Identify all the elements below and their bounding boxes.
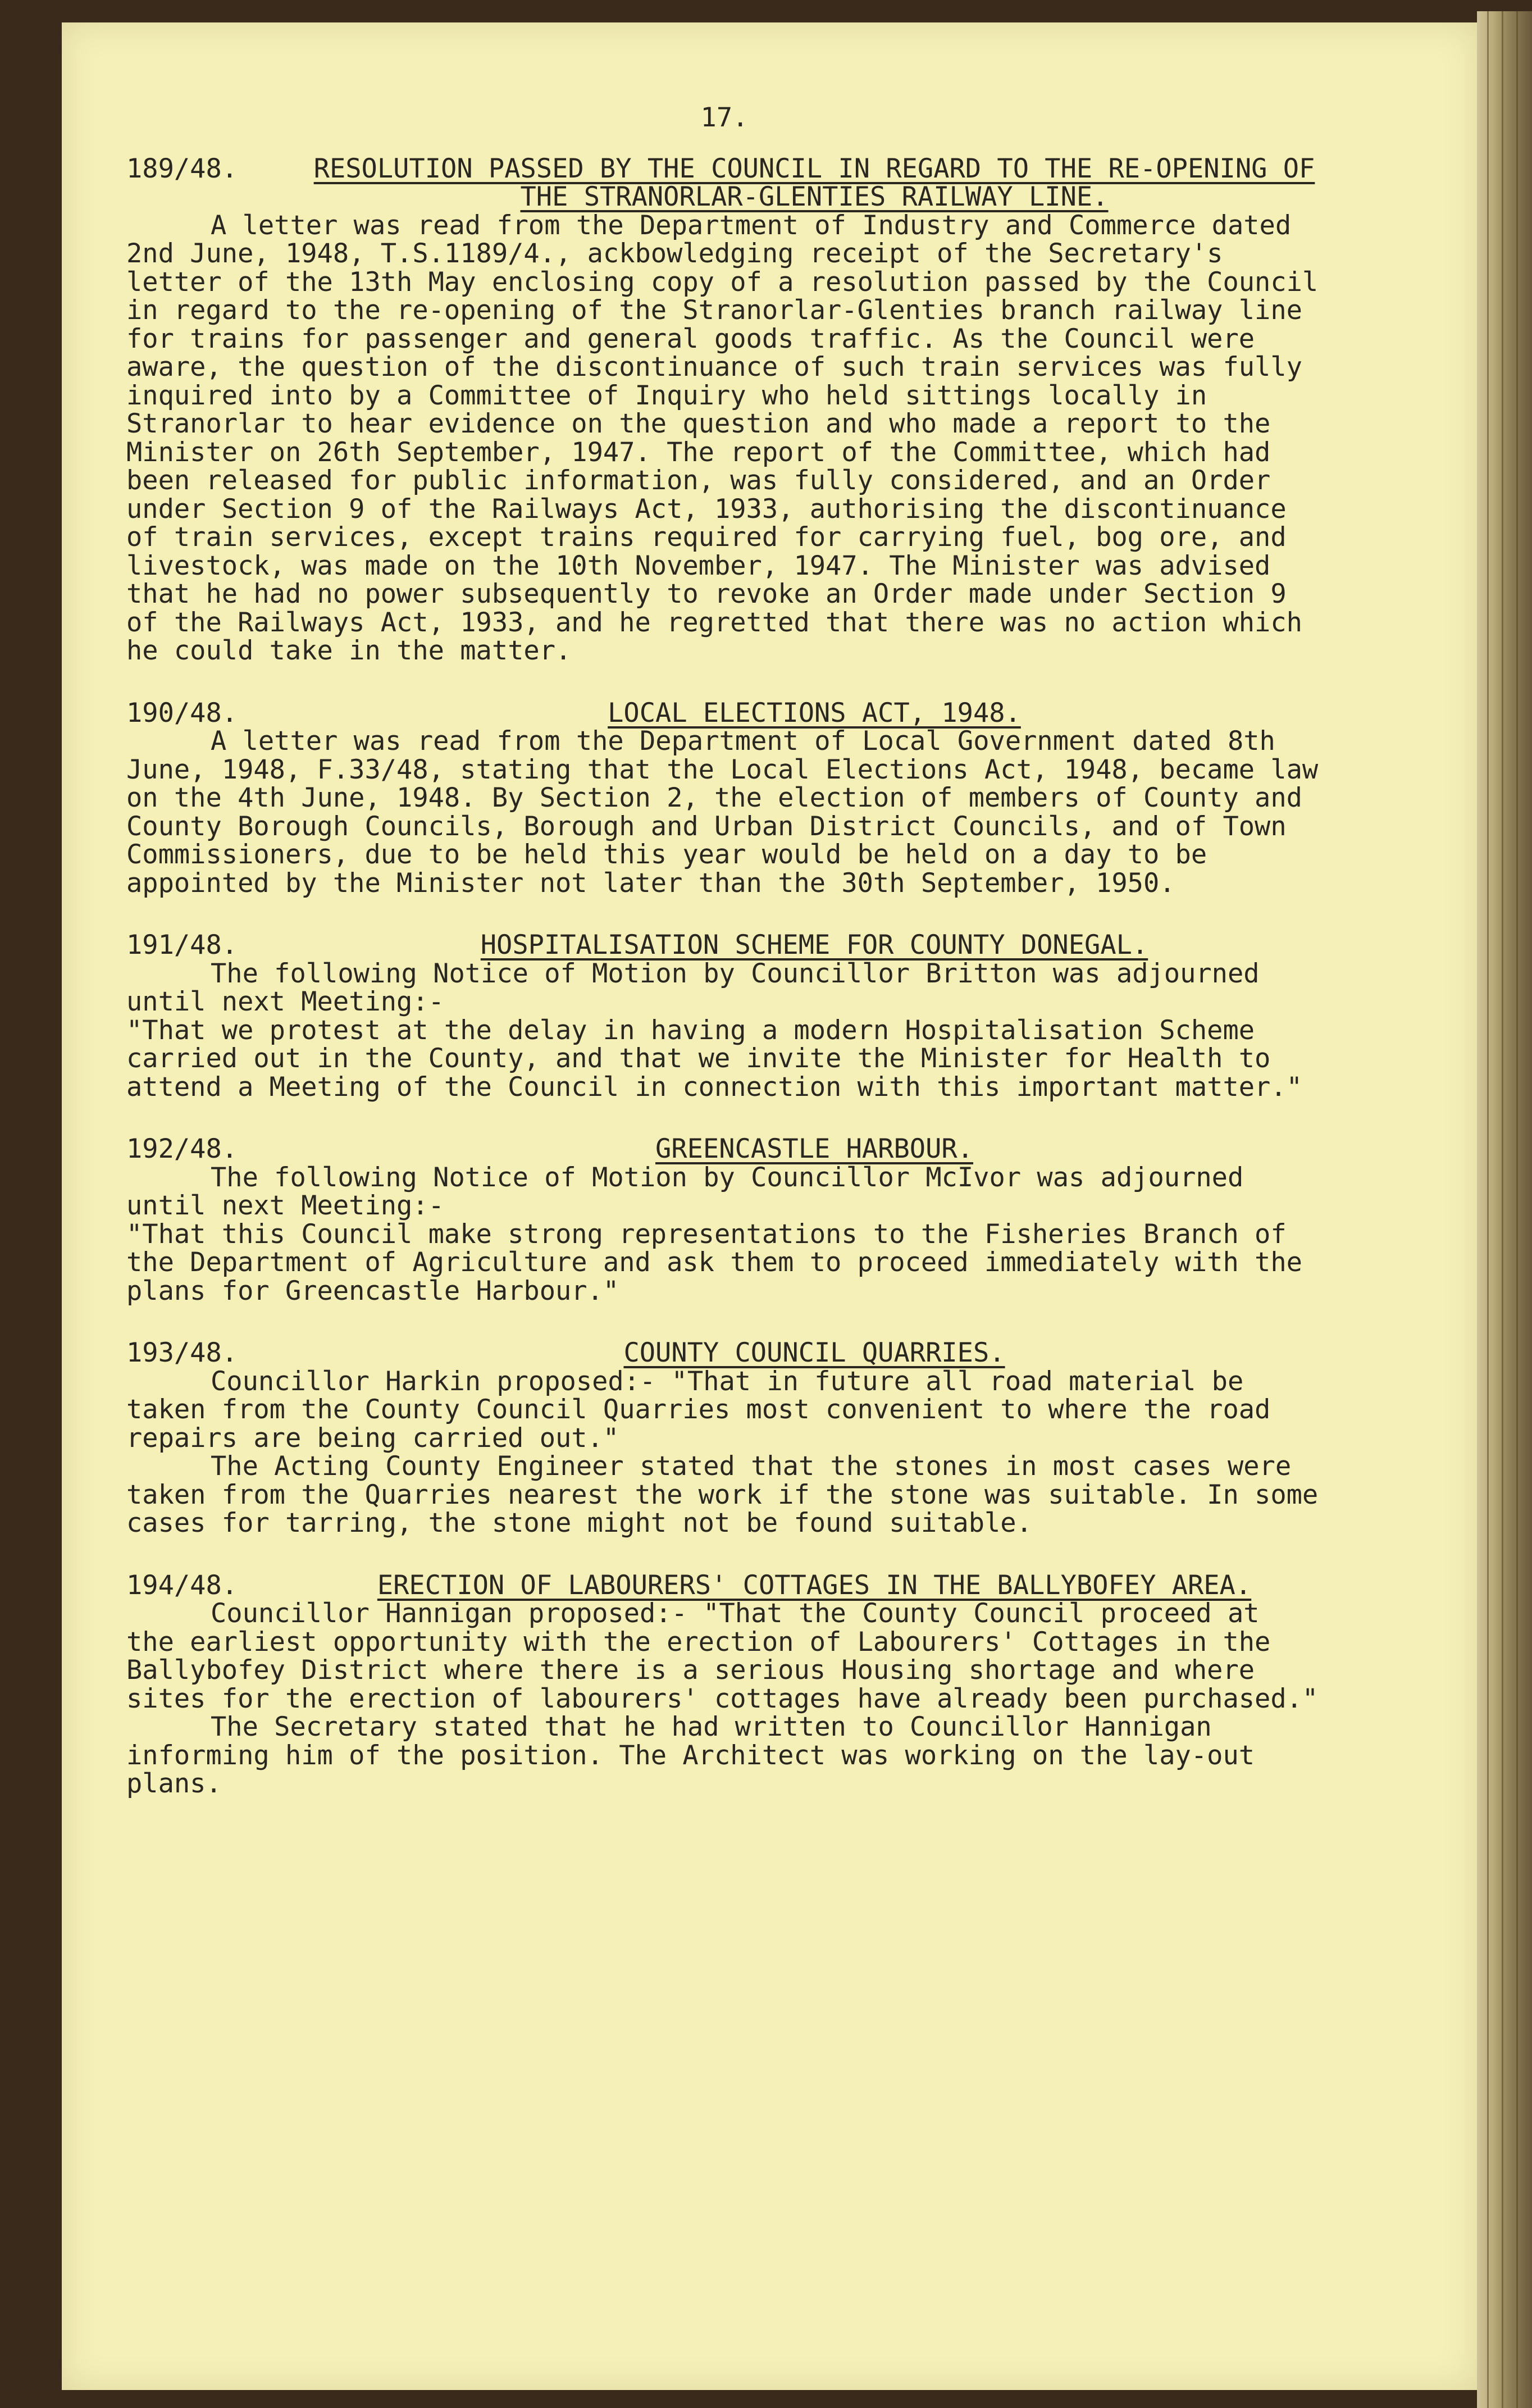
minute-193 — [126, 1339, 1323, 1538]
book-spine — [1477, 11, 1532, 2408]
minute-194 — [126, 1569, 1323, 1799]
minute-paragraph: The Secretary stated that he had written to Councillor Hannigan informing him of the position. The Architect was working on the lay-out plans. — [126, 1711, 1255, 1799]
minute-191 — [126, 931, 1323, 1101]
minute-number: 194/48. — [126, 1569, 238, 1601]
minute-paragraph: The following Notice of Motion by Councillor Britton was adjourned until next Meeting:- — [126, 958, 1260, 1017]
page-number: 17. — [700, 102, 749, 133]
minute-paragraph: A letter was read from the Department of Local Government dated 8th June, 1948, F.33/48, stating that the Local Elections Act, 1948, became law on the 4th June, 1948. By Section 2, the election of members of County and County Borough Councils, Borough and Urban District Councils, and of Town Commissioners, due to be held this year would be held on a day to be appointed by the Minister not later than the 30th September, 1950. — [126, 726, 1319, 899]
motion-text: "That this Council make strong representations to the Fisheries Branch of the Department of Agriculture and ask them to proceed immediately with the plans for Greencastle Harbour." — [126, 1218, 1302, 1307]
minute-paragraph: The Acting County Engineer stated that the stones in most cases were taken from the Quarries nearest the work if the stone was suitable. In some cases for tarring, the stone might not be found suitable. — [126, 1451, 1319, 1538]
minute-title: LOCAL ELECTIONS ACT, 1948. — [608, 697, 1021, 729]
minute-number: 189/48. — [126, 153, 238, 184]
minute-title: COUNTY COUNCIL QUARRIES. — [623, 1337, 1005, 1368]
minute-number: 191/48. — [126, 930, 238, 961]
minute-190 — [126, 699, 1323, 898]
minute-title: GREENCASTLE HARBOUR. — [655, 1134, 973, 1164]
motion-text: "That we protest at the delay in having a modern Hospitalisation Scheme carried out in the County, and that we invite the Minister for Health to attend a Meeting of the Council in connection with this important matter." — [126, 1014, 1302, 1103]
minute-title: RESOLUTION PASSED BY THE COUNCIL IN REGARD TO THE RE-OPENING OF THE STRANORLAR-GLENTIES RAILWAY LINE. — [313, 153, 1315, 212]
minute-number: 193/48. — [126, 1337, 238, 1368]
minute-192 — [126, 1135, 1323, 1305]
document-body — [126, 104, 1323, 1832]
minute-paragraph: Councillor Harkin proposed:- "That in future all road material be taken from the County Council Quarries most convenient to where the road repairs are being carried out." — [126, 1365, 1271, 1454]
minute-paragraph: A letter was read from the Department of Industry and Commerce dated 2nd June, 1948, T.S.1189/4., ackbowledging receipt of the Secretary's letter of the 13th May enclosing copy of a resolution passed by the Council in regard to the re-opening of the Stranorlar-Glenties branch railway line for trains for passenger and general goods traffic. As the Council were aware, the question of the discontinuance of such train services was fully inquired into by a Committee of Inquiry who held sittings locally in Stranorlar to hear evidence on the question and who made a report to the Minister on 26th September, 1947. The report of the Committee, which had been released for public information, was fully considered, and an Order under Section 9 of the Railways Act, 1933, authorising the discontinuance of train services, except trains required for carrying fuel, bog ore, and livestock, was made on the 10th November, 1947. The Minister was advised that he had no power subsequently to revoke an Order made under Section 9 of the Railways Act, 1933, and he regretted that there was no action which he could take in the matter. — [126, 210, 1319, 666]
minute-number: 190/48. — [126, 697, 238, 729]
minute-paragraph: Councillor Hannigan proposed:- "That the County Council proceed at the earliest opportunity with the erection of Labourers' Cottages in the Ballybofey District where there is a serious Housing shortage and where sites for the erection of labourers' cottages have already been purchased." — [126, 1598, 1319, 1714]
minute-title: HOSPITALISATION SCHEME FOR COUNTY DONEGAL. — [480, 930, 1148, 961]
minute-189 — [126, 155, 1323, 666]
minute-title: ERECTION OF LABOURERS' COTTAGES IN THE BALLYBOFEY AREA. — [377, 1569, 1252, 1601]
minute-number: 192/48. — [126, 1134, 238, 1164]
minute-paragraph: The following Notice of Motion by Councillor McIvor was adjourned until next Meeting:- — [126, 1162, 1244, 1221]
